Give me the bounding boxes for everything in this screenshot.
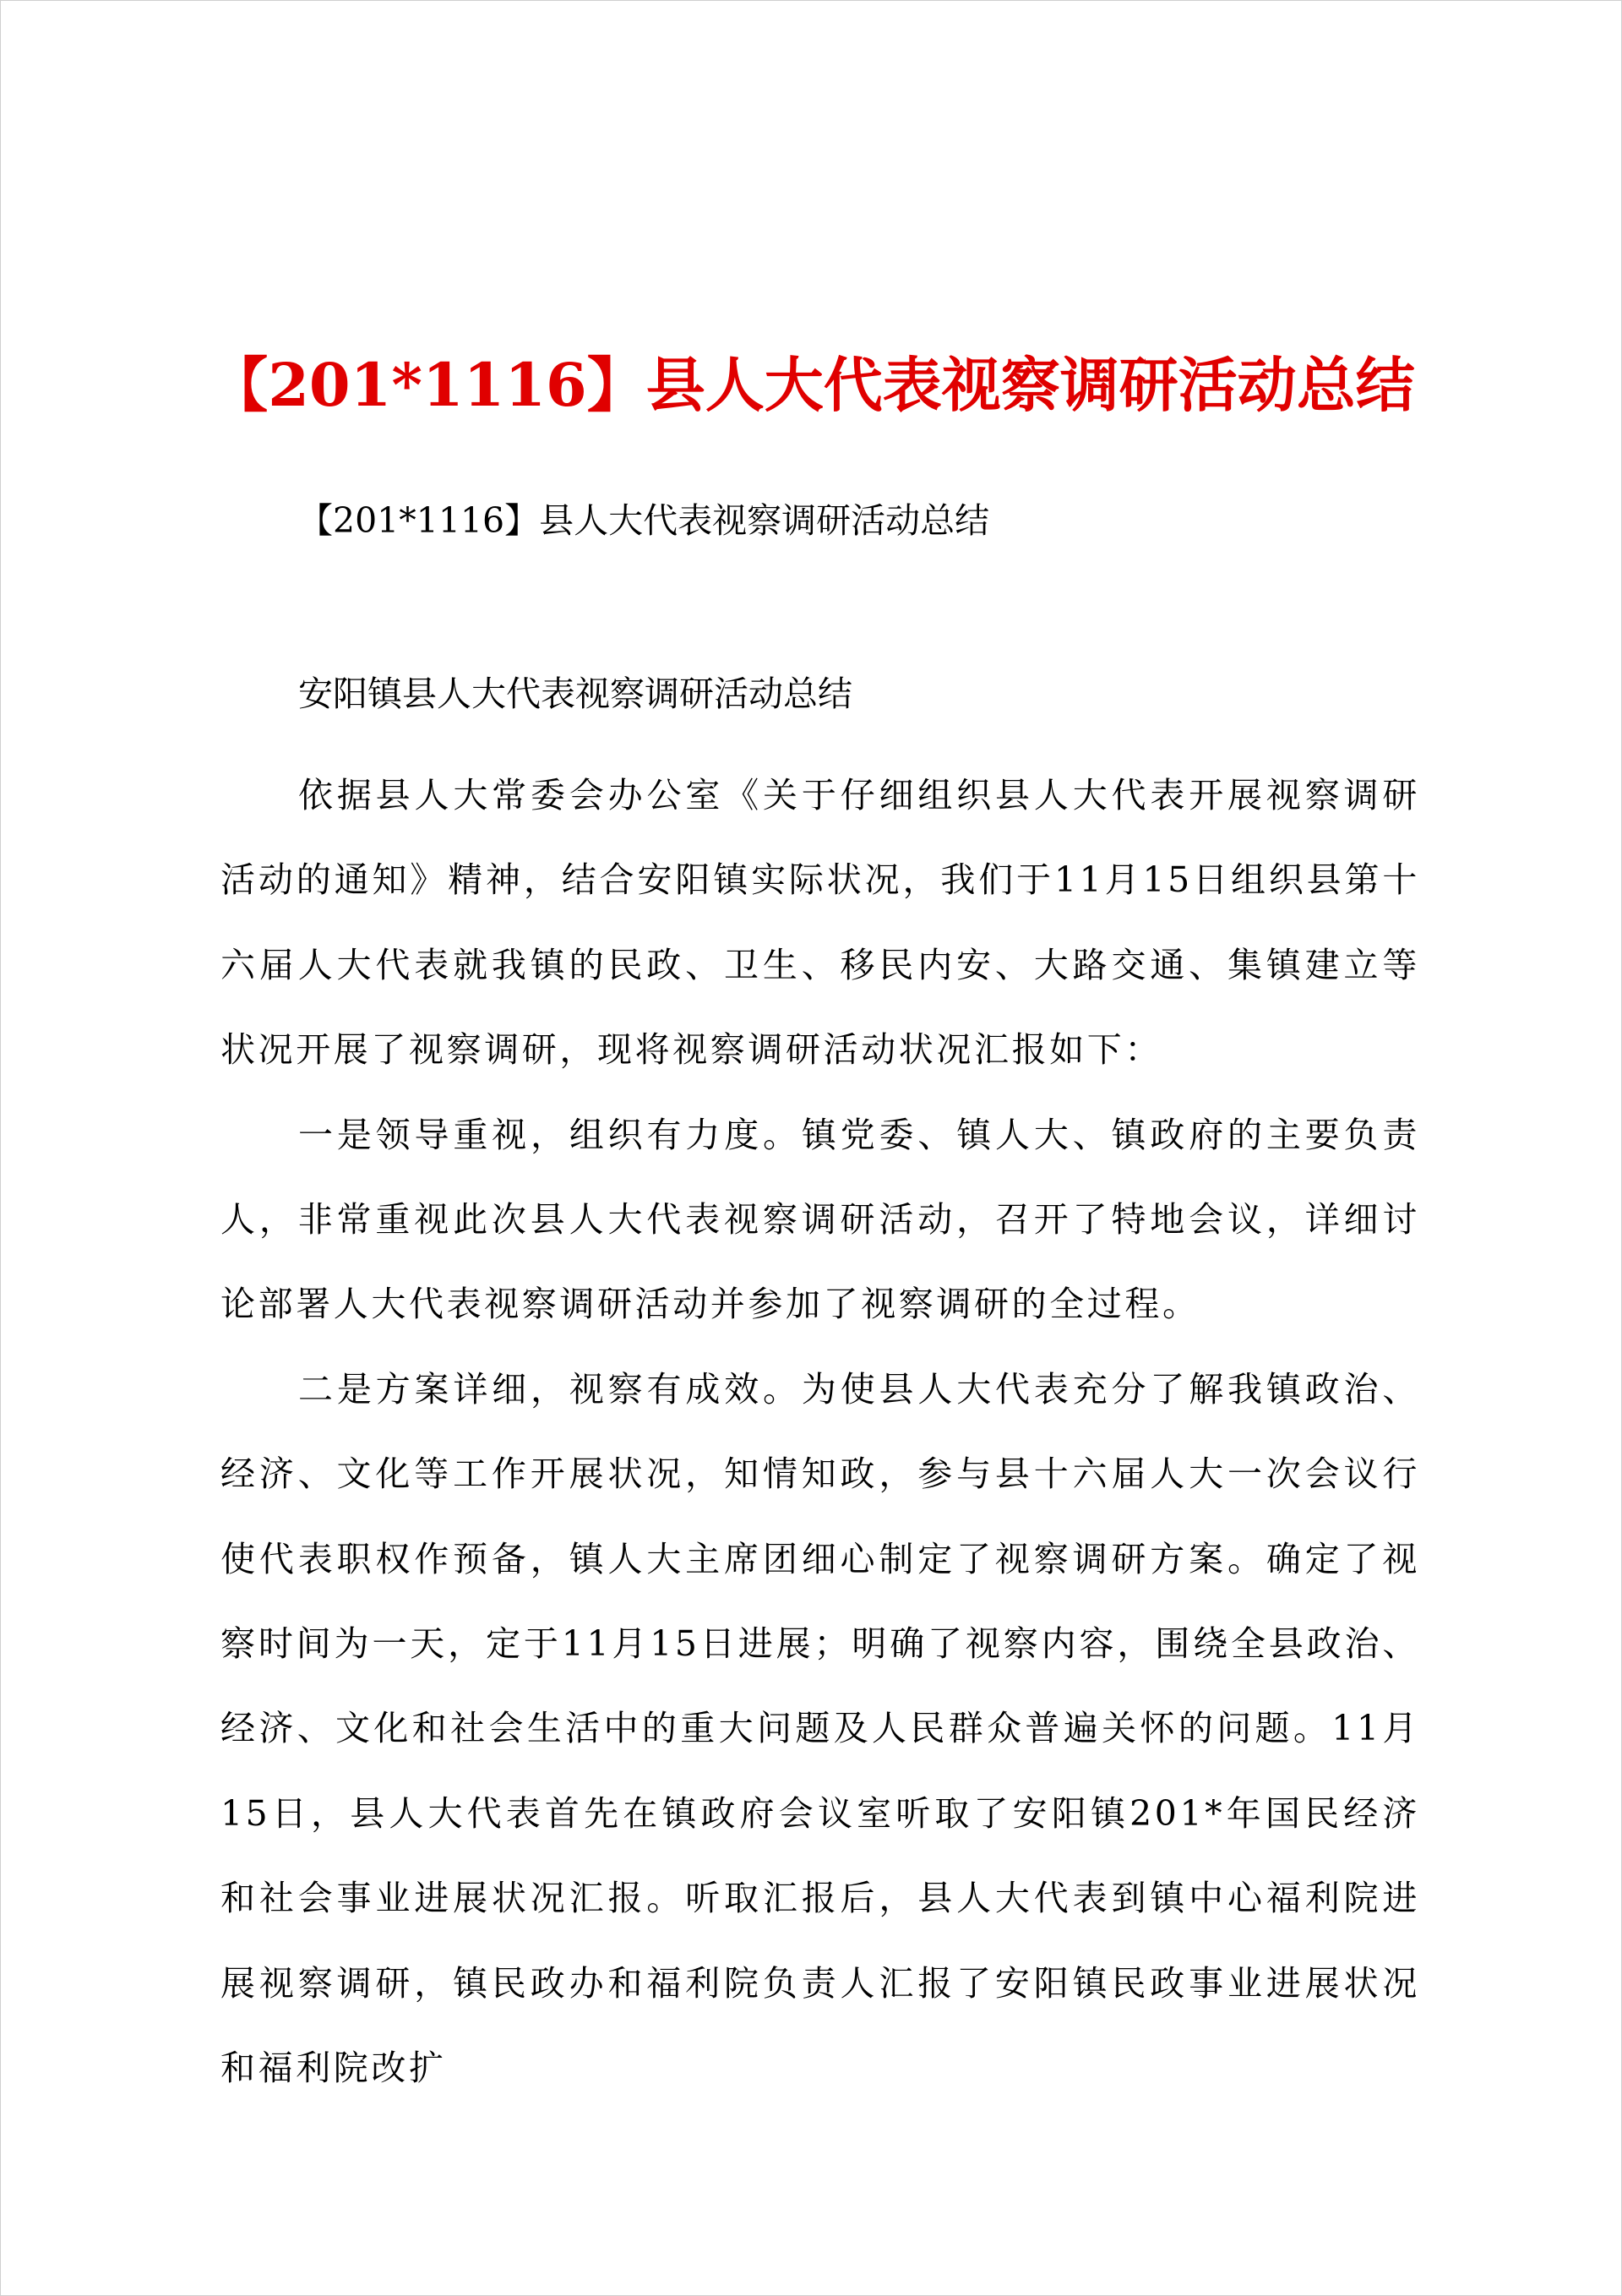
document-subtitle: 【201*1116】县人大代表视察调研活动总结 (298, 500, 990, 541)
section-heading: 安阳镇县人大代表视察调研活动总结 (298, 674, 852, 714)
paragraph-intro: 依据县人大常委会办公室《关于仔细组织县人大代表开展视察调研活动的通知》精神，结合安阳镇实际状况，我们于11月15日组织县第十六届人大代表就我镇的民政、卫生、移民内安、大路交通、集镇建立等状况开展了视察调研，现将视察调研活动状况汇报如下： (220, 775, 1420, 1071)
paragraph-point-one: 一是领导重视，组织有力度。镇党委、镇人大、镇政府的主要负责人，非常重视此次县人大代表视察调研活动，召开了特地会议，详细讨论部署人大代表视察调研活动并参加了视察调研的全过程。 (220, 1114, 1420, 1325)
document-body (220, 753, 1420, 2111)
paragraph-point-two: 二是方案详细，视察有成效。为使县人大代表充分了解我镇政治、经济、文化等工作开展状况，知情知政，参与县十六届人大一次会议行使代表职权作预备，镇人大主席团细心制定了视察调研方案。确定了视察时间为一天，定于11月15日进展；明确了视察内容，围绕全县政治、经济、文化和社会生活中的重大问题及人民群众普遍关怀的问题。11月15日，县人大代表首先在镇政府会议室听取了安阳镇201*年国民经济和社会事业进展状况汇报。听取汇报后，县人大代表到镇中心福利院进展视察调研，镇民政办和福利院负责人汇报了安阳镇民政事业进展状况和福利院改扩 (220, 1368, 1420, 2089)
document-title: 【201*1116】县人大代表视察调研活动总结 (209, 350, 1415, 420)
